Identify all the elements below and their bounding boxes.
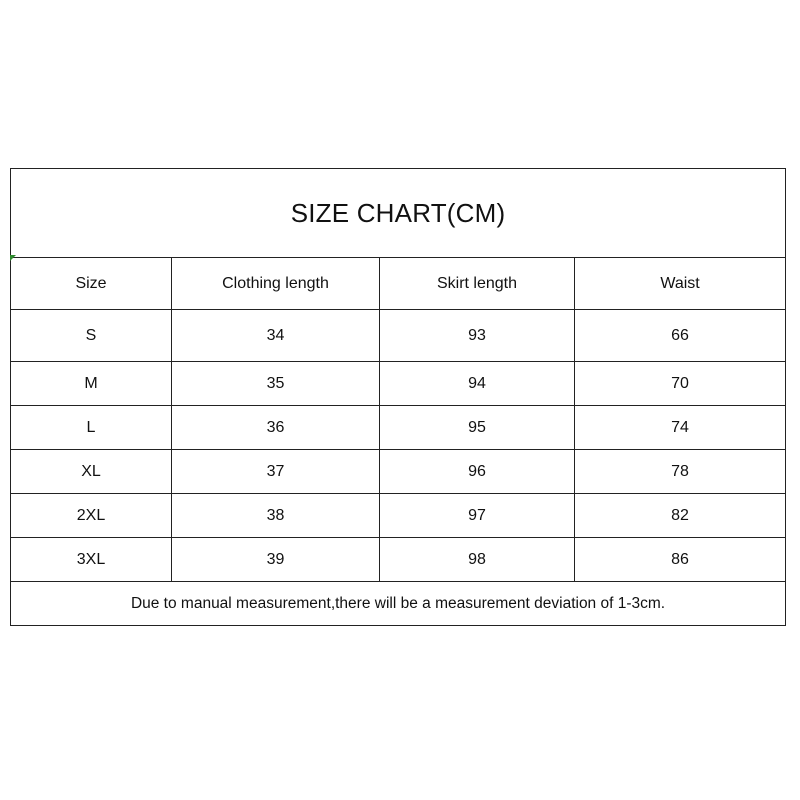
clothing-length-cell: 38 <box>172 494 380 538</box>
table-row <box>11 362 786 406</box>
column-header-skirt-length: Skirt length <box>380 258 575 310</box>
note-row <box>11 582 786 626</box>
size-cell: M <box>11 362 172 406</box>
corner-marker-icon <box>10 255 16 261</box>
header-row <box>11 258 786 310</box>
column-header-size: Size <box>11 258 172 310</box>
clothing-length-cell: 36 <box>172 406 380 450</box>
clothing-length-cell: 34 <box>172 310 380 362</box>
waist-cell: 66 <box>575 310 786 362</box>
skirt-length-cell: 98 <box>380 538 575 582</box>
table-row <box>11 406 786 450</box>
waist-cell: 78 <box>575 450 786 494</box>
chart-title: SIZE CHART(CM) <box>290 197 506 228</box>
clothing-length-cell: 39 <box>172 538 380 582</box>
table-row <box>11 538 786 582</box>
size-chart-table <box>10 168 786 626</box>
size-cell: L <box>11 406 172 450</box>
skirt-length-cell: 93 <box>380 310 575 362</box>
waist-cell: 70 <box>575 362 786 406</box>
size-cell: 3XL <box>11 538 172 582</box>
size-cell: 2XL <box>11 494 172 538</box>
waist-cell: 86 <box>575 538 786 582</box>
clothing-length-cell: 37 <box>172 450 380 494</box>
clothing-length-cell: 35 <box>172 362 380 406</box>
skirt-length-cell: 96 <box>380 450 575 494</box>
waist-cell: 82 <box>575 494 786 538</box>
table-row <box>11 450 786 494</box>
chart-title-cell <box>11 169 786 258</box>
measurement-note: Due to manual measurement,there will be a measurement deviation of 1-3cm. <box>11 582 786 626</box>
size-cell: XL <box>11 450 172 494</box>
column-header-waist: Waist <box>575 258 786 310</box>
waist-cell: 74 <box>575 406 786 450</box>
skirt-length-cell: 95 <box>380 406 575 450</box>
title-row <box>11 169 786 258</box>
table-row <box>11 310 786 362</box>
column-header-clothing-length: Clothing length <box>172 258 380 310</box>
skirt-length-cell: 94 <box>380 362 575 406</box>
size-cell: S <box>11 310 172 362</box>
skirt-length-cell: 97 <box>380 494 575 538</box>
table-row <box>11 494 786 538</box>
